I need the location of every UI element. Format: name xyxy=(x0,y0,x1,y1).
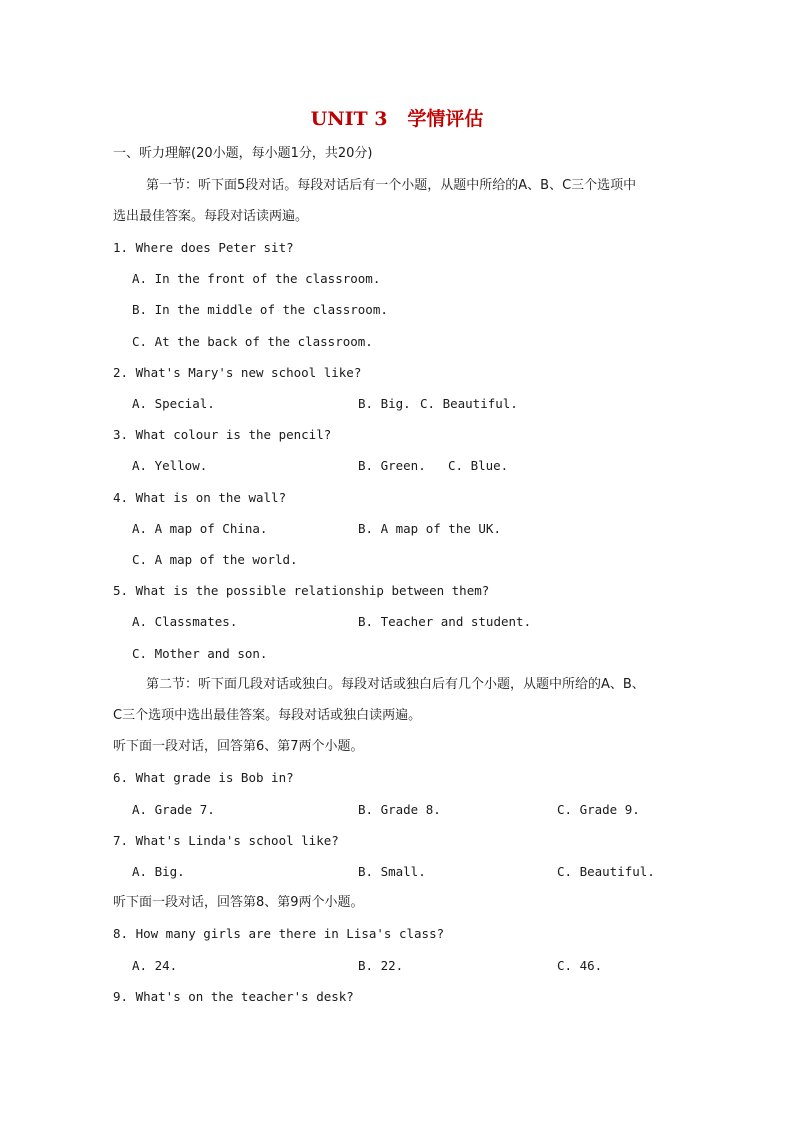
question-5-option-b: B. Teacher and student. xyxy=(358,614,532,629)
question-1: 1. Where does Peter sit? xyxy=(113,240,294,255)
question-5-option-a: A. Classmates. xyxy=(132,614,238,629)
question-3-option-b: B. Green. xyxy=(358,458,426,473)
part2-intro-line1: 第二节：听下面几段对话或独白。每段对话或独白后有几个小题，从题中所给的A、B、 xyxy=(146,677,645,692)
question-4-option-b: B. A map of the UK. xyxy=(358,521,501,536)
part1-intro-line1: 第一节：听下面5段对话。每段对话后有一个小题，从题中所给的A、B、C三个选项中 xyxy=(146,178,637,193)
question-4-option-c: C. A map of the world. xyxy=(132,552,298,567)
part2-intro-line2: C三个选项中选出最佳答案。每段对话或独白读两遍。 xyxy=(113,708,422,723)
question-8-option-c: C. 46. xyxy=(557,958,603,973)
part1-intro-line2: 选出最佳答案。每段对话读两遍。 xyxy=(113,209,309,224)
question-3-option-c: C. Blue. xyxy=(448,458,509,473)
question-7-option-b: B. Small. xyxy=(358,864,426,879)
question-1-option-b: B. In the middle of the classroom. xyxy=(132,302,388,317)
question-3: 3. What colour is the pencil? xyxy=(113,427,332,442)
question-8: 8. How many girls are there in Lisa's class? xyxy=(113,926,445,941)
question-2: 2. What's Mary's new school like? xyxy=(113,365,362,380)
question-4: 4. What is on the wall? xyxy=(113,490,287,505)
question-6-option-c: C. Grade 9. xyxy=(557,802,640,817)
question-9: 9. What's on the teacher's desk? xyxy=(113,989,354,1004)
section-heading: 一、听力理解(20小题，每小题1分，共20分) xyxy=(113,146,373,161)
question-5: 5. What is the possible relationship between them? xyxy=(113,583,490,598)
question-8-option-b: B. 22. xyxy=(358,958,404,973)
question-1-option-c: C. At the back of the classroom. xyxy=(132,334,373,349)
question-5-option-c: C. Mother and son. xyxy=(132,646,268,661)
question-3-option-a: A. Yellow. xyxy=(132,458,208,473)
question-6-option-b: B. Grade 8. xyxy=(358,802,441,817)
question-7-option-a: A. Big. xyxy=(132,864,185,879)
question-2-option-c: C. Beautiful. xyxy=(420,396,518,411)
question-7-option-c: C. Beautiful. xyxy=(557,864,655,879)
instruction-questions-6-7: 听下面一段对话，回答第6、第7两个小题。 xyxy=(113,739,364,754)
question-6-option-a: A. Grade 7. xyxy=(132,802,215,817)
page-title: UNIT 3 学情评估 xyxy=(310,108,484,130)
question-2-option-b: B. Big. xyxy=(358,396,411,411)
question-8-option-a: A. 24. xyxy=(132,958,178,973)
question-7: 7. What's Linda's school like? xyxy=(113,833,339,848)
instruction-questions-8-9: 听下面一段对话，回答第8、第9两个小题。 xyxy=(113,895,364,910)
question-6: 6. What grade is Bob in? xyxy=(113,770,294,785)
question-1-option-a: A. In the front of the classroom. xyxy=(132,271,381,286)
question-2-option-a: A. Special. xyxy=(132,396,215,411)
question-4-option-a: A. A map of China. xyxy=(132,521,268,536)
